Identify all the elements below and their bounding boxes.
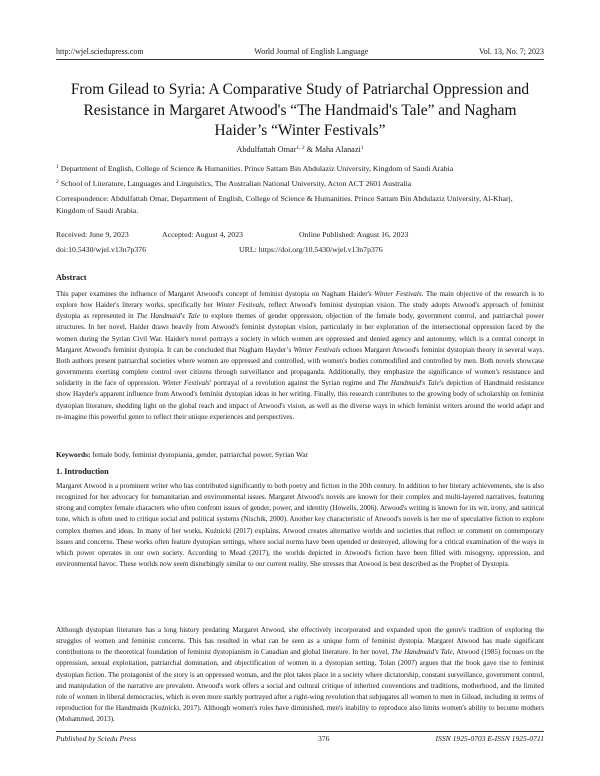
footer-divider: [56, 731, 544, 732]
doi-line: [56, 245, 544, 257]
keywords-list: female body, feminist dystopiania, gender, patriarchal power, Syrian War: [90, 450, 309, 459]
introduction-paragraph-1: Margaret Atwood is a prominent writer who has contributed significantly to both poetry and fiction in the 20th century. In addition to her literary achievements, she is also recognized for her advocacy for humanitarian and environmental issues. Margaret Atwood's novels are known for their complex and multi-layered narratives, featuring strong and complex female characters who often confront issues of gender, power, and identity (Howells, 2006). Atwood's writing is known for its wit, irony, and satirical tone, which is often used to critique social and political systems (Nischik, 2000). Another key characteristic of Atwood's novels is her use of speculative fiction to explore complex themes and ideas. In many of her works, Kuźnicki (2017) explains, Atwood creates alternative worlds and societies that reflect or comment on contemporary issues and concerns. These works often feature dystopian settings, where social norms have been upended or destroyed, allowing for a critical examination of the ways in which power operates in our own society. According to Mead (2017), the worlds depicted in Atwood's fiction have been filled with misogyny, oppression, and environmental havoc. These worlds now seem disturbingly similar to our current reality. She stresses that Atwood is best described as the Prophet of Dystopia.: [56, 482, 544, 569]
running-header: [56, 44, 544, 58]
abstract-heading: Abstract: [56, 273, 87, 282]
journal-name: World Journal of English Language: [254, 46, 369, 56]
author-name: Maha Alanazi: [315, 145, 361, 154]
article-title: From Gilead to Syria: A Comparative Study of Patriarchal Oppression and Resistance in Margaret Atwood's “The Handmaid's Tale” and Nagham Haider’s “Winter Festivals”: [70, 81, 530, 139]
publisher: Published by Sciedu Press: [56, 734, 137, 743]
affiliation-marker: 2: [56, 179, 59, 185]
affiliation-text: Department of English, College of Science & Humanities. Prince Sattam Bin Abdulaziz University, Kingdom of Saudi Arabia: [60, 164, 454, 173]
published-date: Online Published: August 16, 2023: [299, 230, 409, 239]
author-line: [0, 145, 600, 154]
introduction-paragraph-2: Although dystopian literature has a long history predating Margaret Atwood, she effectively incorporated and expanded upon the genre's tradition of exploring the struggles of women and feminist concerns. This has resulted in what can be seen as a unique form of feminist dystopia. Margaret Atwood has made significant contributions to the theoretical foundation of feminist dystopianism in Canadian and global literature. In her novel, The Handmaid's Tale, Atwood (1985) focuses on the oppression, sexual exploitation, patriarchal domination, and objectification of women in a dystopian setting. Tolan (2007) argues that the book gave rise to feminist dystopian fiction. The protagonist of the story is an oppressed woman, and the plot takes place in a society where dictatorship, constant surveillance, government control, and manipulation of the narrative are prevalent. Atwood's work offers a social and cultural critique of inherited conventions and traditions, motherhood, and the limited role of women in liberal democracies, which is even more starkly portrayed after a right-wing revolution that subjugates all women to men in Gilead, including in terms of reproduction for the Handmaids (Kuźnicki, 2017). Although women's roles have diminished, men's inability to reproduce also limits women's ability to become mothers (Mohammed, 2013).: [56, 626, 545, 724]
affiliation-text: School of Literature, Languages and Linguistics, The Australian National University, Acton ACT 2601 Australia: [60, 179, 412, 188]
author-name: Abdulfattah Omar: [236, 145, 297, 154]
journal-url-link[interactable]: http://wjel.sciedupress.com: [56, 46, 144, 56]
publication-dates: [56, 230, 544, 242]
page-number: 376: [318, 734, 330, 743]
author-affiliation-marker: 1: [360, 145, 364, 151]
author-affiliation-marker: 1, 2: [296, 145, 305, 151]
affiliation-2: [56, 178, 544, 190]
affiliation-marker: 1: [56, 164, 59, 170]
abstract-text: This paper examines the influence of Margaret Atwood's concept of feminist dystopia on Nagham Haider's Winter Festivals. The main objective of the research is to explore how Haider's literary works, specifically her Winter Festivals, reflect Atwood's feminist dystopian vision. The study adopts Atwood's approach of feminist dystopia as represented in The Handmaid's Tale to explore themes of gender oppression, objection of the female body, government control, and patriarchal power structures. In her novel, Haider draws heavily from Atwood's feminist dystopian vision, particularly in her exploration of the intersectional oppression faced by the women during the Syrian Civil War. Haider's novel portrays a society in which women are oppressed and denied agency and autonomy, which is a central concept in Margaret Atwood's feminist dystopia. It can be concluded that Nagham Hayder’s Winter Festivals echoes Margaret Atwood's feminist dystopian theory in several ways. Both authors present patriarchal societies where women are oppressed and controlled, with women's bodies commodified and controlled by men. Both novels showcase governments exerting complete control over citizens through surveillance and propaganda. Additionally, they emphasize the significance of women's resistance and solidarity in the face of oppression. Winter Festivals' portrayal of a revolution against the Syrian regime and The Handmaid's Tale's depiction of Handmaid resistance show Hayder's apparent influence from Atwood's feminist dystopian ideas in her writing. Finally, this research contributes to the growing body of scholarship on feminist dystopian literature, shedding light on the global reach and impact of Atwood's vision, as well as the diverse ways in which feminist writers around the world adapt and re-imagine this powerful genre to reflect their unique experiences and perspectives.: [56, 290, 544, 421]
keywords: [56, 450, 544, 459]
author-separator: &: [304, 145, 316, 154]
affiliation-1: [56, 163, 544, 175]
volume-issue: Vol. 13, No. 7; 2023: [479, 46, 544, 56]
doi: doi:10.5430/wjel.v13n7p376: [56, 245, 147, 254]
header-divider: [56, 59, 544, 60]
keywords-label: Keywords:: [56, 450, 91, 459]
received-date: Received: June 9, 2023: [56, 230, 129, 239]
introduction-heading: 1. Introduction: [56, 467, 109, 476]
accepted-date: Accepted: August 4, 2023: [162, 230, 243, 239]
doi-url-link[interactable]: URL: https://doi.org/10.5430/wjel.v13n7p376: [239, 245, 383, 254]
correspondence: Correspondence: Abdulfattah Omar, Department of English, College of Science & Humanities. Prince Sattam Bin Abdulaziz University, Al-Kharj, Kingdom of Saudi Arabia.: [56, 194, 513, 215]
issn: ISSN 1925-0703 E-ISSN 1925-0711: [435, 734, 544, 743]
page-footer: [56, 734, 544, 746]
